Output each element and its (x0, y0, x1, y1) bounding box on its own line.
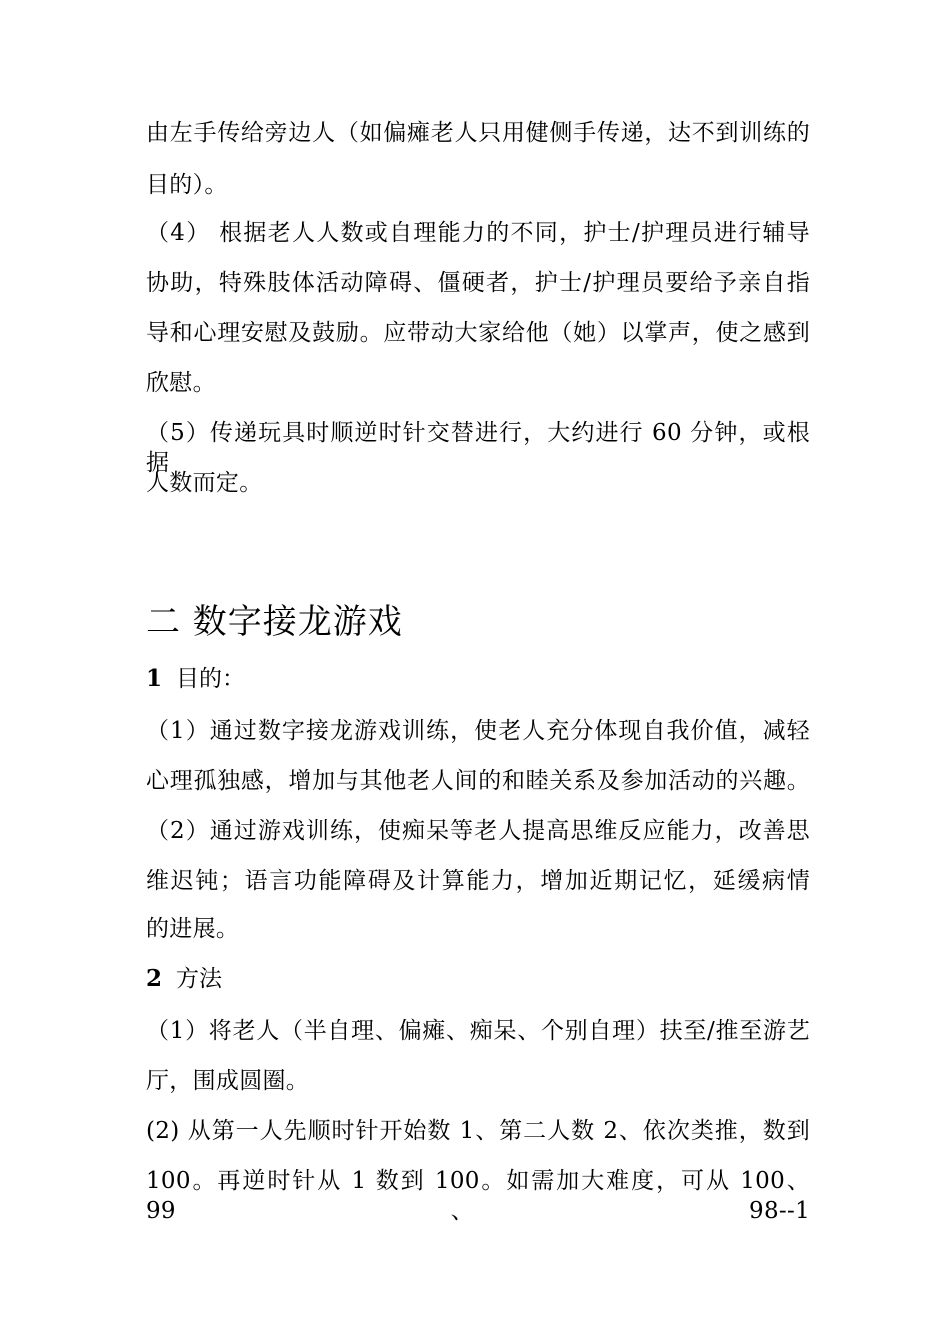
paragraph-line: 人数而定。 (146, 470, 263, 496)
paragraph-line: （2）通过游戏训练，使痴呆等老人提高思维反应能力，改善思 (146, 818, 810, 844)
subheading-label: 目的： (176, 666, 246, 692)
paragraph-line: （1）通过数字接龙游戏训练，使老人充分体现自我价值，减轻 (146, 718, 810, 744)
subheading-method (146, 964, 222, 994)
section-title: 二 数字接龙游戏 (146, 602, 403, 642)
paragraph-line: 100。再逆时针从 1 数到 100。如需加大难度，可从 100、99、98--1 (146, 1168, 810, 1224)
paragraph-line: 协助，特殊肢体活动障碍、僵硬者，护士/护理员要给予亲自指 (146, 270, 810, 296)
paragraph-line: 维迟钝；语言功能障碍及计算能力，增加近期记忆，延缓病情 (146, 868, 810, 894)
paragraph-line: 由左手传给旁边人（如偏瘫老人只用健侧手传递，达不到训练的 (146, 120, 810, 146)
paragraph-line: 的进展。 (146, 916, 240, 942)
paragraph-line: （1）将老人（半自理、偏瘫、痴呆、个别自理）扶至/推至游艺 (146, 1018, 810, 1044)
subheading-label: 方法 (176, 966, 223, 992)
paragraph-line: (2) 从第一人先顺时针开始数 1、第二人数 2、依次类推，数到 (146, 1118, 810, 1144)
paragraph-line: 欣慰。 (146, 370, 216, 396)
paragraph-line: （5）传递玩具时顺逆时针交替进行，大约进行 60 分钟，或根据 (146, 420, 810, 476)
paragraph-line: 导和心理安慰及鼓励。应带动大家给他（她）以掌声，使之感到 (146, 320, 810, 346)
subheading-number: 2 (146, 965, 163, 992)
paragraph-line: 心理孤独感，增加与其他老人间的和睦关系及参加活动的兴趣。 (146, 768, 810, 794)
paragraph-line: 目的）。 (146, 172, 228, 198)
paragraph-line: （4） 根据老人人数或自理能力的不同，护士/护理员进行辅导 (146, 220, 810, 246)
paragraph-line: 厅，围成圆圈。 (146, 1068, 310, 1094)
subheading-number: 1 (146, 665, 163, 692)
subheading-purpose (146, 664, 245, 694)
